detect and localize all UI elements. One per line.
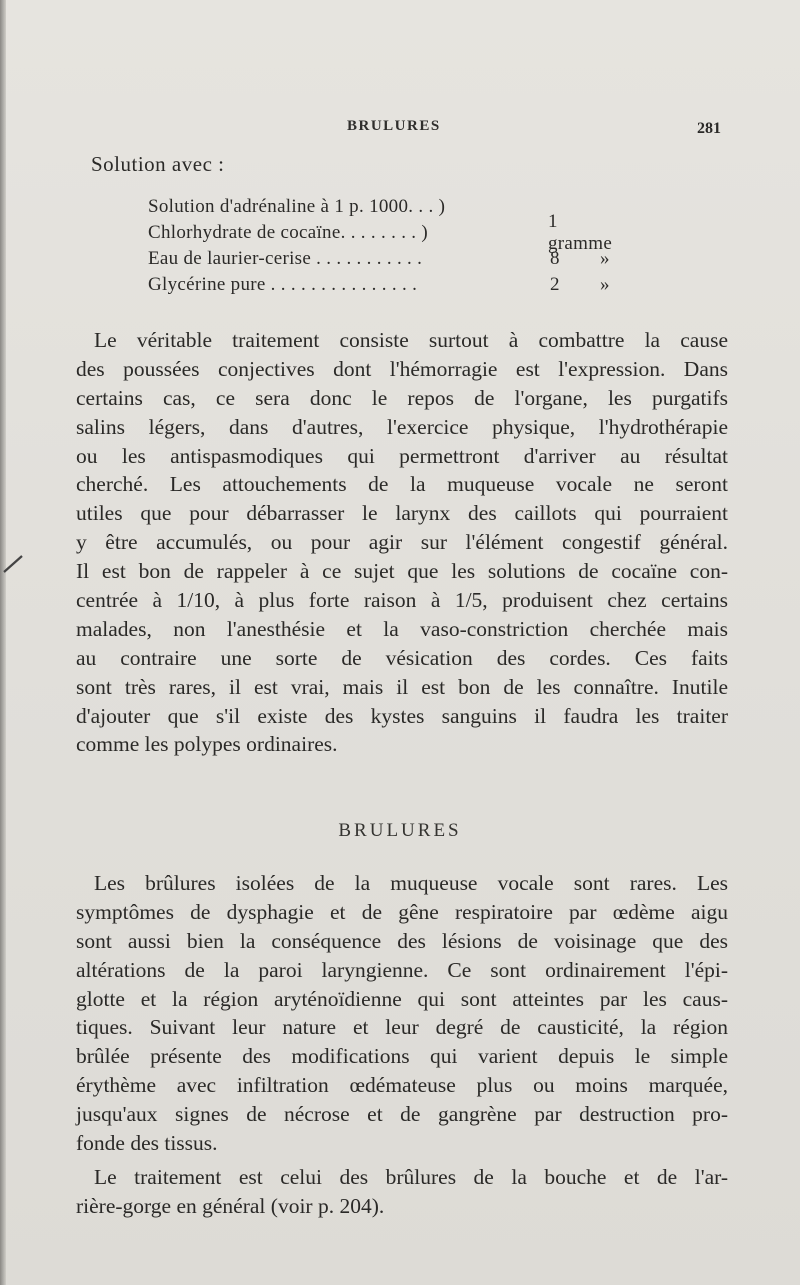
text-line: salins légers, dans d'autres, l'exercice physique, l'hydrothérapie [76,414,728,439]
paragraph-burns [76,869,728,1158]
text-line: y être accumulés, ou pour agir sur l'élément congestif général. [76,530,728,555]
ingredient-line: Chlorhydrate de cocaïne. . . . . . . . ) [148,222,429,243]
ingredient-line: Glycérine pure . . . . . . . . . . . . . . . [148,274,418,295]
text-line: sont très rares, il est vrai, mais il est bon de les connaître. Inutile [76,674,728,699]
text-line: symptômes de dysphagie et de gêne respiratoire par œdème aigu [76,899,728,924]
ingredient-unit: » [600,248,610,269]
page-header [0,112,800,142]
page-number: 281 [697,120,721,137]
text-line: jusqu'aux signes de nécrose et de gangrène par destruction pro- [76,1102,728,1127]
grouped-quantity: 1 gramme [548,211,613,254]
text-line: sont aussi bien la conséquence des lésions de voisinage que des [76,928,728,953]
text-line: érythème avec infiltration œdémateuse plus ou moins marquée, [76,1073,728,1098]
text-line: tiques. Suivant leur nature et leur degré de causticité, la région [76,1015,728,1040]
text-line: comme les polypes ordinaires. [76,732,338,757]
paragraph-treatment [76,326,728,759]
pencil-mark-icon [2,550,28,576]
page-edge-shadow [0,0,6,1285]
text-line: Il est bon de rappeler à ce sujet que les solutions de cocaïne con- [76,559,728,584]
paragraph-treatment-burns [76,1163,728,1221]
text-line: malades, non l'anesthésie et la vaso-constriction cherchée mais [76,616,728,641]
ingredient-unit: » [600,274,610,295]
section-heading: BRULURES [338,820,462,841]
text-line: rière-gorge en général (voir p. 204). [76,1193,385,1218]
ingredient-quantity: 8 [550,248,560,269]
text-line: Les brûlures isolées de la muqueuse vocale sont rares. Les [94,871,728,895]
ingredient-quantity: 2 [550,274,560,295]
text-line: glotte et la région aryténoïdienne qui sont atteintes par les caus- [76,986,728,1011]
text-line: ou les antispasmodiques qui permettront d'arriver au résultat [76,443,728,468]
text-line: certains cas, ce sera donc le repos de l'organe, les purgatifs [76,385,728,410]
text-line: Le véritable traitement consiste surtout à combattre la cause [94,328,728,352]
text-line: altérations de la paroi laryngienne. Ce sont ordinairement l'épi- [76,957,728,982]
text-line: fonde des tissus. [76,1131,218,1156]
text-line: brûlée présente des modifications qui varient depuis le simple [76,1044,728,1069]
text-line: des poussées conjectives dont l'hémorragie est l'expression. Dans [76,356,728,381]
running-title: BRULURES [347,118,441,134]
text-line: Le traitement est celui des brûlures de la bouche et de l'ar- [94,1165,728,1189]
ingredient-line: Solution d'adrénaline à 1 p. 1000. . . ) [148,196,446,217]
text-line: centrée à 1/10, à plus forte raison à 1/5, produisent chez certains [76,588,728,613]
ingredient-line: Eau de laurier-cerise . . . . . . . . . . . [148,248,423,269]
text-line: cherché. Les attouchements de la muqueuse vocale ne seront [76,472,728,497]
text-line: utiles que pour débarrasser le larynx des caillots qui pourraient [76,501,728,526]
text-line: d'ajouter que s'il existe des kystes sanguins il faudra les traiter [76,703,728,728]
text-line: au contraire une sorte de vésication des cordes. Ces faits [76,645,728,670]
recipe-intro: Solution avec : [91,152,225,176]
